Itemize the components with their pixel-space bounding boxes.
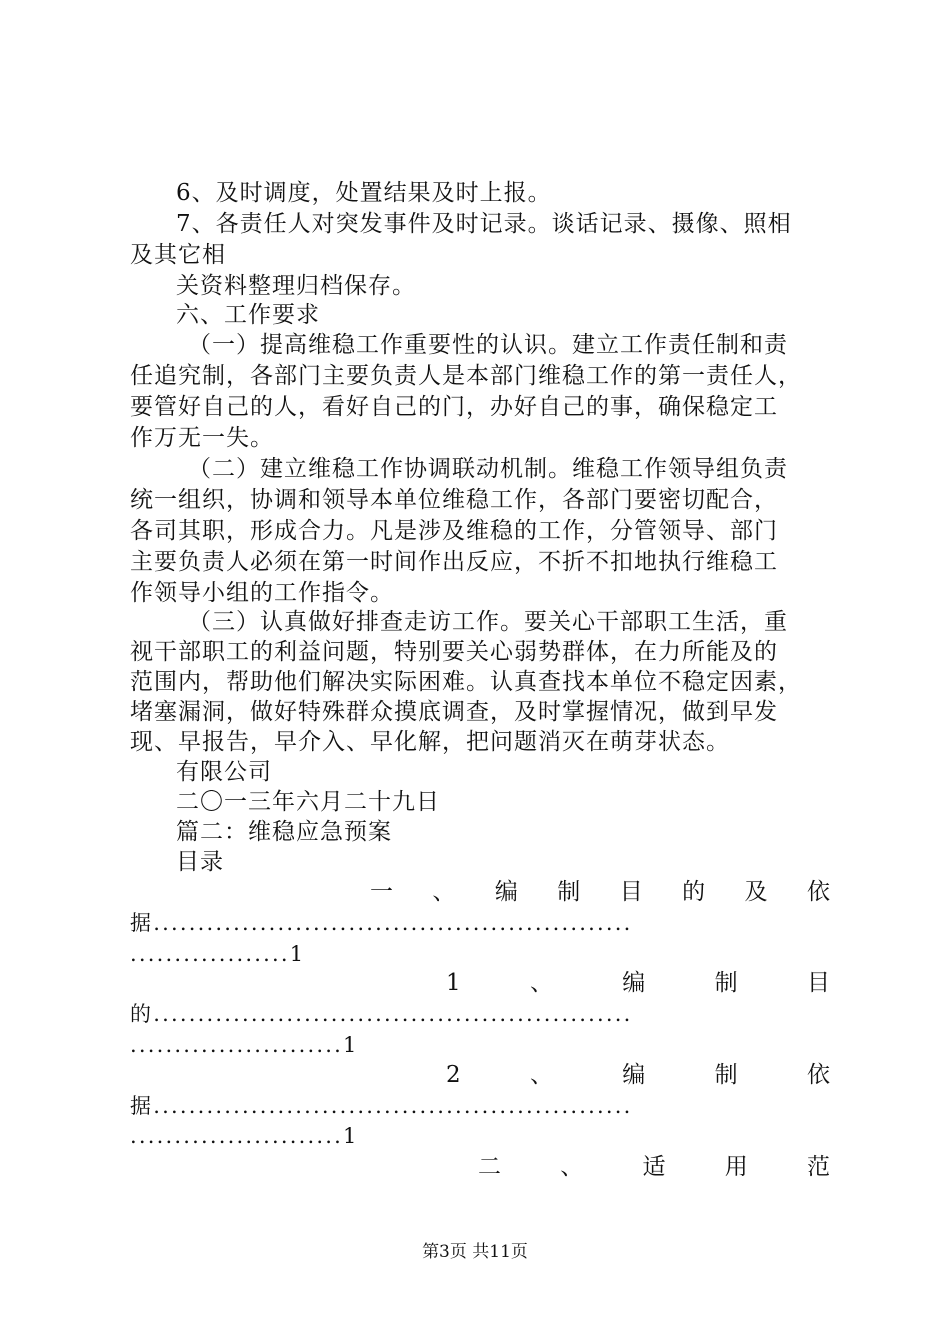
section-heading-six: 六、工作要求	[176, 302, 320, 328]
requirement-2-line: 主要负责人必须在第一时间作出反应，不折不扣地执行维稳工	[130, 549, 778, 575]
toc-char: 制	[714, 1062, 738, 1088]
toc-char: 制	[557, 879, 581, 905]
toc-char: 、	[432, 879, 456, 905]
toc-char: 、	[529, 1062, 553, 1088]
toc-char: 及	[744, 879, 768, 905]
toc-entry-1-heading	[370, 877, 830, 907]
toc-char: 范	[807, 1154, 830, 1180]
requirement-2-line: （二）建立维稳工作协调联动机制。维稳工作领导组负责	[188, 456, 788, 482]
requirement-1-line: 作万无一失。	[130, 425, 274, 451]
toc-char: 一	[370, 879, 393, 905]
toc-char: 编	[494, 879, 518, 905]
toc-entry-1-1-heading	[446, 968, 830, 998]
toc-char: 、	[560, 1154, 584, 1180]
requirement-3-line: 视干部职工的利益问题，特别要关心弱势群体，在力所能及的	[130, 639, 778, 665]
toc-entry-1-2-leader: 据......................................................	[130, 1094, 633, 1118]
company-signature: 有限公司	[176, 759, 272, 785]
toc-char: 1	[446, 970, 461, 996]
toc-char: 依	[806, 879, 830, 905]
toc-entry-1-1-page: ........................1	[130, 1033, 359, 1057]
toc-char: 2	[446, 1062, 461, 1088]
toc-entry-1-1-leader: 的......................................................	[130, 1002, 633, 1026]
requirement-3-line: （三）认真做好排查走访工作。要关心干部职工生活，重	[188, 609, 788, 635]
toc-char: 适	[642, 1154, 666, 1180]
toc-char: 目	[619, 879, 643, 905]
toc-entry-1-2-heading	[446, 1060, 830, 1090]
toc-char: 二	[478, 1154, 501, 1180]
requirement-3-line: 范围内，帮助他们解决实际困难。认真查找本单位不稳定因素，	[130, 669, 802, 695]
requirement-1-line: 任追究制，各部门主要负责人是本部门维稳工作的第一责任人，	[130, 363, 802, 389]
toc-char: 用	[724, 1154, 748, 1180]
toc-entry-1-2-page: ........................1	[130, 1124, 359, 1148]
toc-char: 编	[622, 1062, 646, 1088]
toc-char: 制	[714, 970, 738, 996]
requirement-3-line: 现、早报告，早介入、早化解，把问题消灭在萌芽状态。	[130, 729, 730, 755]
toc-title: 目录	[176, 849, 224, 875]
requirement-3-line: 堵塞漏洞，做好特殊群众摸底调查，及时掌握情况，做到早发	[130, 699, 778, 725]
requirement-1-line: 要管好自己的人，看好自己的门，办好自己的事，确保稳定工	[130, 394, 778, 420]
page-number-footer: 第3页 共11页	[422, 1242, 528, 1262]
toc-entry-1-leader: 据......................................................	[130, 911, 633, 935]
requirement-2-line: 作领导小组的工作指令。	[130, 580, 394, 606]
requirement-1-line: （一）提高维稳工作重要性的认识。建立工作责任制和责	[188, 332, 788, 358]
requirement-2-line: 统一组织，协调和领导本单位维稳工作，各部门要密切配合，	[130, 487, 778, 513]
toc-char: 的	[682, 879, 706, 905]
toc-entry-2-heading	[478, 1152, 830, 1182]
toc-char: 编	[622, 970, 646, 996]
article-two-title: 篇二：维稳应急预案	[176, 819, 392, 845]
paragraph-item-7-cont2: 关资料整理归档保存。	[176, 273, 416, 299]
toc-entry-1-page: ..................1	[130, 942, 306, 966]
paragraph-item-7: 7、各责任人对突发事件及时记录。谈话记录、摄像、照相	[176, 211, 792, 237]
paragraph-item-6: 6、及时调度，处置结果及时上报。	[176, 180, 552, 206]
requirement-2-line: 各司其职，形成合力。凡是涉及维稳的工作，分管领导、部门	[130, 518, 778, 544]
signature-date: 二〇一三年六月二十九日	[176, 789, 440, 815]
toc-char: 依	[806, 1062, 830, 1088]
toc-char: 目	[806, 970, 830, 996]
toc-char: 、	[529, 970, 553, 996]
paragraph-item-7-cont: 及其它相	[130, 242, 226, 268]
